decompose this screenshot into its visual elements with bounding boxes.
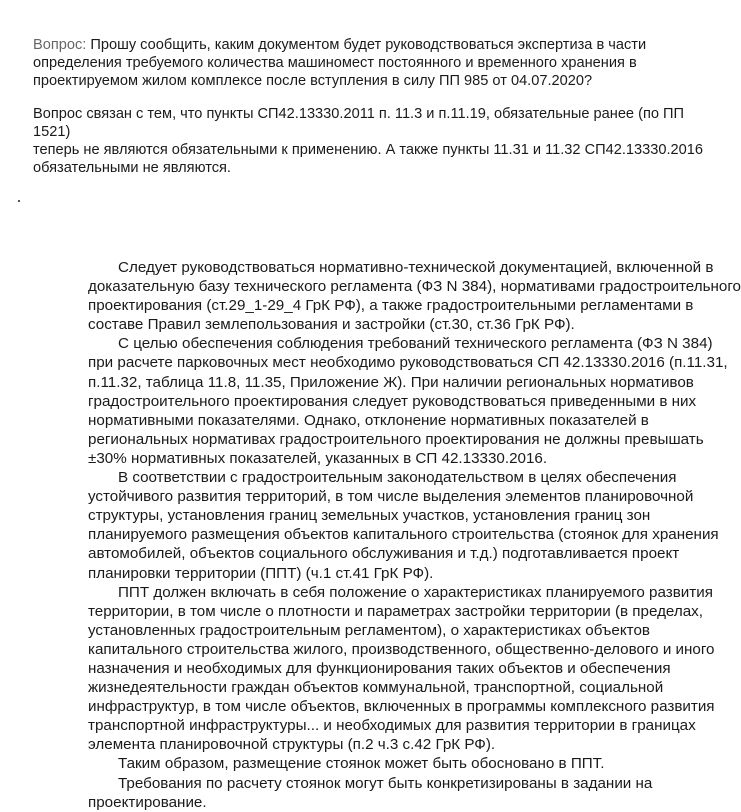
scan-artifact-dot [18,200,20,202]
answer-line: транспортной инфраструктуры... и необходимых для развития территории в границах [88,717,696,735]
answer-line: территории, в том числе о плотности и параметрах застройки территории (в пределах, [88,602,703,620]
answer-line: п.11.32, таблица 11.8, 11.35, Приложение Ж). При наличии региональных нормативов [88,373,694,391]
answer-line: установленных градостроительным регламентом), о характеристиках объектов [88,621,650,639]
answer-paragraph-4 [88,583,728,755]
question-context [33,105,713,177]
answer-paragraph-6 [88,774,728,812]
answer-line: Таким образом, размещение стоянок может быть обосновано в ППТ. [118,755,605,773]
answer-paragraph-1 [88,258,741,334]
answer-line: градостроительного проектирования следует руководствоваться приведенными в них [88,392,697,410]
context-line: 1521) [33,124,71,140]
answer-line: Следует руководствоваться нормативно-технической документацией, включенной в [118,259,714,276]
question-line: определения требуемого количества машиномест постоянного и временного хранения в [33,55,637,71]
question-line [33,36,713,54]
answer-line: устойчивого развития территорий, в том числе выделения элементов планировочной [88,488,694,506]
question-line: проектируемом жилом комплексе после вступления в силу ПП 985 от 04.07.2020? [33,73,593,89]
answer-line: капитального строительства жилого, производственного, общественно-делового и иного [88,640,715,658]
answer-line: при расчете парковочных мест необходимо руководствоваться СП 42.13330.2016 (п.11.31, [88,354,728,372]
answer-line: В соответствии с градостроительным законодательством в целях обеспечения [118,469,677,487]
answer-line: доказательную базу технического регламента (ФЗ N 384), нормативами градостроительного [88,278,741,296]
answer-line: составе Правил землепользования и застройки (ст.30, ст.36 ГрК РФ). [88,316,575,334]
question-text [33,36,713,90]
answer-section [88,258,741,812]
answer-line: ППТ должен включать в себя положение о характеристиках планируемого развития [118,583,713,601]
answer-line: проектирование. [88,793,207,811]
answer-line: планировки территории (ППТ) (ч.1 ст.41 ГрК РФ). [88,564,434,582]
context-line: теперь не являются обязательными к применению. А также пункты 11.31 и 11.32 СП42.13330.2016 [33,142,703,158]
answer-line: ±30% нормативных показателей, указанных в СП 42.13330.2016. [88,449,548,467]
answer-line: жизнедеятельности граждан объектов коммунальной, транспортной, социальной [88,679,664,697]
context-line: Вопрос связан с тем, что пункты СП42.13330.2011 п. 11.3 и п.11.19, обязательные ранее (по ПП [33,106,685,122]
answer-line: региональных нормативах градостроительного проектирования не должны превышать [88,430,704,448]
answer-paragraph-2 [88,334,728,468]
question-line-text: Прошу сообщить, каким документом будет руководствоваться экспертиза в части [90,37,647,53]
answer-line: назначения и необходимых для функционирования таких объектов и обеспечения [88,659,671,677]
answer-line: С целью обеспечения соблюдения требований технического регламента (ФЗ N 384) [118,335,713,353]
answer-line: нормативными показателями. Однако, отклонение нормативных показателей в [88,411,649,429]
answer-line: инфраструктур, в том числе объектов, включенных в программы комплексного развития [88,698,715,716]
answer-line: элемента планировочной структуры (п.2 ч.3 с.42 ГрК РФ). [88,736,496,754]
question-label: Вопрос: [33,37,87,53]
answer-paragraph-5 [88,754,728,773]
answer-line: планируемого размещения объектов капитального строительства (стоянок для хранения [88,526,719,544]
question-section [33,36,713,177]
answer-line: Требования по расчету стоянок могут быть конкретизированы в задании на [118,774,653,792]
context-line: обязательными не являются. [33,160,231,176]
answer-line: структуры, установления границ земельных участков, установления границ зон [88,507,651,525]
answer-line: автомобилей, объектов социального обслуживания и т.д.) подготавливается проект [88,545,680,563]
answer-line: проектирования (ст.29_1-29_4 ГрК РФ), а также градостроительными регламентами в [88,297,694,315]
answer-paragraph-3 [88,468,728,583]
